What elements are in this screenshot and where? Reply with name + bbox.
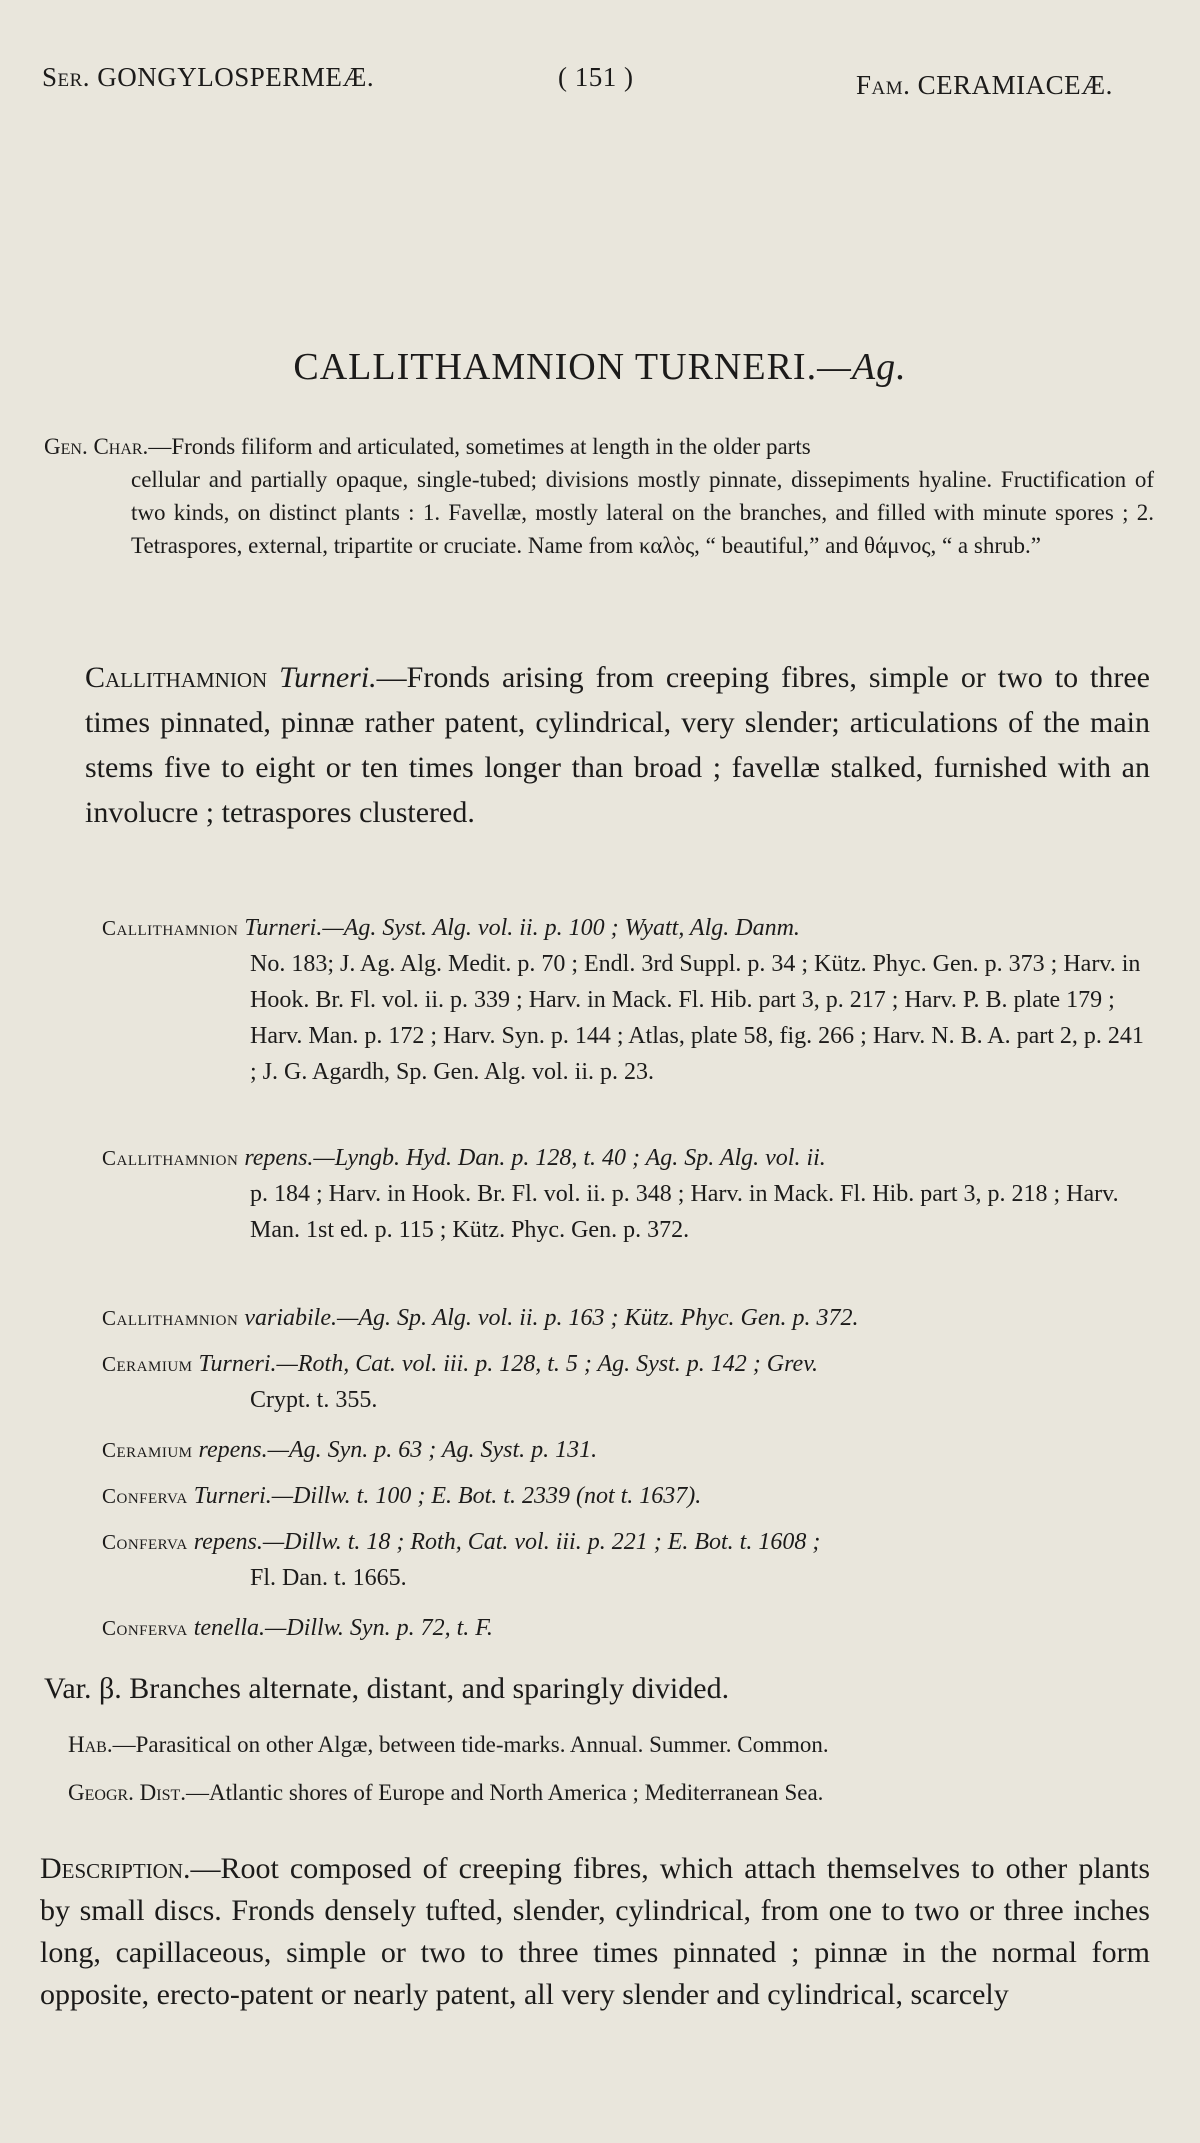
synonym-reference-continued: No. 183; J. Ag. Alg. Medit. p. 70 ; Endl. 3rd Suppl. p. 34 ; Kütz. Phyc. Gen. p. 373 ; Harv. in Hook. Br. Fl. vol. ii. p. 339 ; Harv. in Mack. Fl. Hib. part 3, p. 217 ; Harv. P. B. plate 179 ; Harv. Man. p. 172 ; Harv. Syn. p. 144 ; Atlas, plate 58, fig. 266 ; Harv. N. B. A. part 2, p. 241 ; J. G. Agardh, Sp. Gen. Alg. vol. ii. p. 23.: [250, 951, 1144, 1085]
generic-character-text: cellular and partially opaque, single-tubed; divisions mostly pinnate, dissepiments hyaline. Fructification of two kinds, on distinct plants : 1. Favellæ, mostly lateral on the branches, and filled with minute spores ; 2. Tetraspores, external, tripartite or cruciate. Name from καλὸς, “ beautiful,” and θάμνος, “ a shrub.”: [131, 467, 1154, 558]
synonym-genus: Callithamnion: [102, 1306, 239, 1330]
synonym-entry: [102, 1524, 1147, 1596]
specific-character-text: —Fronds arising from creeping fibres, simple or two to three times pinnated, pinnæ rather patent, cylindrical, very slender; articulations of the main stems five to eight or ten times longer than broad ; favellæ stalked, furnished with an involucre ; tetraspores clustered.: [85, 661, 1151, 829]
synonym-reference: —Ag. Syst. Alg. vol. ii. p. 100 ; Wyatt, Alg. Danm.: [322, 915, 800, 941]
specific-character-species: Turneri.: [279, 661, 377, 694]
synonym-reference: —Dillw. t. 18 ; Roth, Cat. vol. iii. p. 221 ; E. Bot. t. 1608 ;: [262, 1529, 821, 1555]
habitat-text: —Parasitical on other Algæ, between tide-marks. Annual. Summer. Common.: [112, 1732, 829, 1757]
synonym-reference: —Dillw. Syn. p. 72, t. F.: [265, 1615, 493, 1641]
synonym-entry: [102, 910, 1147, 1090]
distribution-text: —Atlantic shores of Europe and North America ; Mediterranean Sea.: [186, 1780, 824, 1805]
variety-note: Var. β. Branches alternate, distant, and sparingly divided.: [44, 1672, 730, 1705]
generic-character-label: Gen. Char.: [44, 434, 149, 459]
habitat-label: Hab.: [68, 1732, 113, 1757]
description-label: Description.: [40, 1852, 191, 1885]
description-paragraph: [40, 1848, 1150, 2016]
generic-character: [44, 430, 1154, 562]
species-title-author: —Ag.: [817, 346, 907, 388]
synonym-entry: [102, 1432, 1147, 1468]
synonym-species: tenella.: [193, 1615, 266, 1641]
synonym-genus: Ceramium: [102, 1352, 193, 1376]
synonym-reference-continued: p. 184 ; Harv. in Hook. Br. Fl. vol. ii. p. 348 ; Harv. in Mack. Fl. Hib. part 3, p. 218 ; Harv. Man. 1st ed. p. 115 ; Kütz. Phyc. Gen. p. 372.: [250, 1181, 1119, 1243]
habitat-line: [68, 1732, 1158, 1758]
distribution-line: [68, 1780, 1158, 1806]
synonym-reference-continued: Crypt. t. 355.: [250, 1387, 378, 1413]
synonym-genus: Conferva: [102, 1616, 188, 1640]
running-header-family: Fam. CERAMIACEÆ.: [856, 70, 1113, 100]
page-number: ( 151 ): [558, 62, 634, 92]
synonym-reference: —Dillw. t. 100 ; E. Bot. t. 2339 (not t. 1637).: [271, 1483, 702, 1509]
synonym-species: repens.: [193, 1529, 263, 1555]
synonym-reference: —Roth, Cat. vol. iii. p. 128, t. 5 ; Ag. Syst. p. 142 ; Grev.: [276, 1351, 819, 1377]
synonym-entry: [102, 1610, 1147, 1646]
specific-character-genus: Callithamnion: [85, 661, 268, 694]
synonym-species: Turneri.: [193, 1483, 272, 1509]
synonym-species: variabile.: [244, 1305, 337, 1331]
synonym-species: Turneri.: [244, 915, 323, 941]
synonym-species: repens.: [198, 1437, 268, 1463]
synonym-entry: [102, 1140, 1147, 1248]
generic-character-first-line: —Fronds filiform and articulated, sometimes at length in the older parts: [148, 434, 811, 459]
synonym-reference: —Ag. Syn. p. 63 ; Ag. Syst. p. 131.: [267, 1437, 598, 1463]
specific-character: [85, 655, 1150, 835]
distribution-label: Geogr. Dist.: [68, 1780, 187, 1805]
synonym-genus: Conferva: [102, 1484, 188, 1508]
synonym-genus: Conferva: [102, 1530, 188, 1554]
synonym-genus: Callithamnion: [102, 1146, 239, 1170]
synonym-entry: [102, 1300, 1147, 1336]
synonym-reference: —Ag. Sp. Alg. vol. ii. p. 163 ; Kütz. Phyc. Gen. p. 372.: [336, 1305, 859, 1331]
synonym-genus: Ceramium: [102, 1438, 193, 1462]
species-title-name: CALLITHAMNION TURNERI.: [293, 346, 818, 388]
synonym-species: Turneri.: [198, 1351, 277, 1377]
species-title: [0, 345, 1200, 389]
synonym-entry: [102, 1346, 1147, 1418]
synonym-genus: Callithamnion: [102, 916, 239, 940]
synonym-entry: [102, 1478, 1147, 1514]
description-text: —Root composed of creeping fibres, which attach themselves to other plants by small discs. Fronds densely tufted, slender, cylindrical, from one to two or three inches long, capillaceous, simple or two to three times pinnated ; pinnæ in the normal form opposite, erecto-patent or nearly patent, all very slender and cylindrical, scarcely: [40, 1852, 1150, 2011]
synonym-species: repens.: [244, 1145, 314, 1171]
synonym-reference: —Lyngb. Hyd. Dan. p. 128, t. 40 ; Ag. Sp. Alg. vol. ii.: [313, 1145, 826, 1171]
synonym-reference-continued: Fl. Dan. t. 1665.: [250, 1565, 407, 1591]
running-header-series: Ser. GONGYLOSPERMEÆ.: [42, 62, 375, 92]
